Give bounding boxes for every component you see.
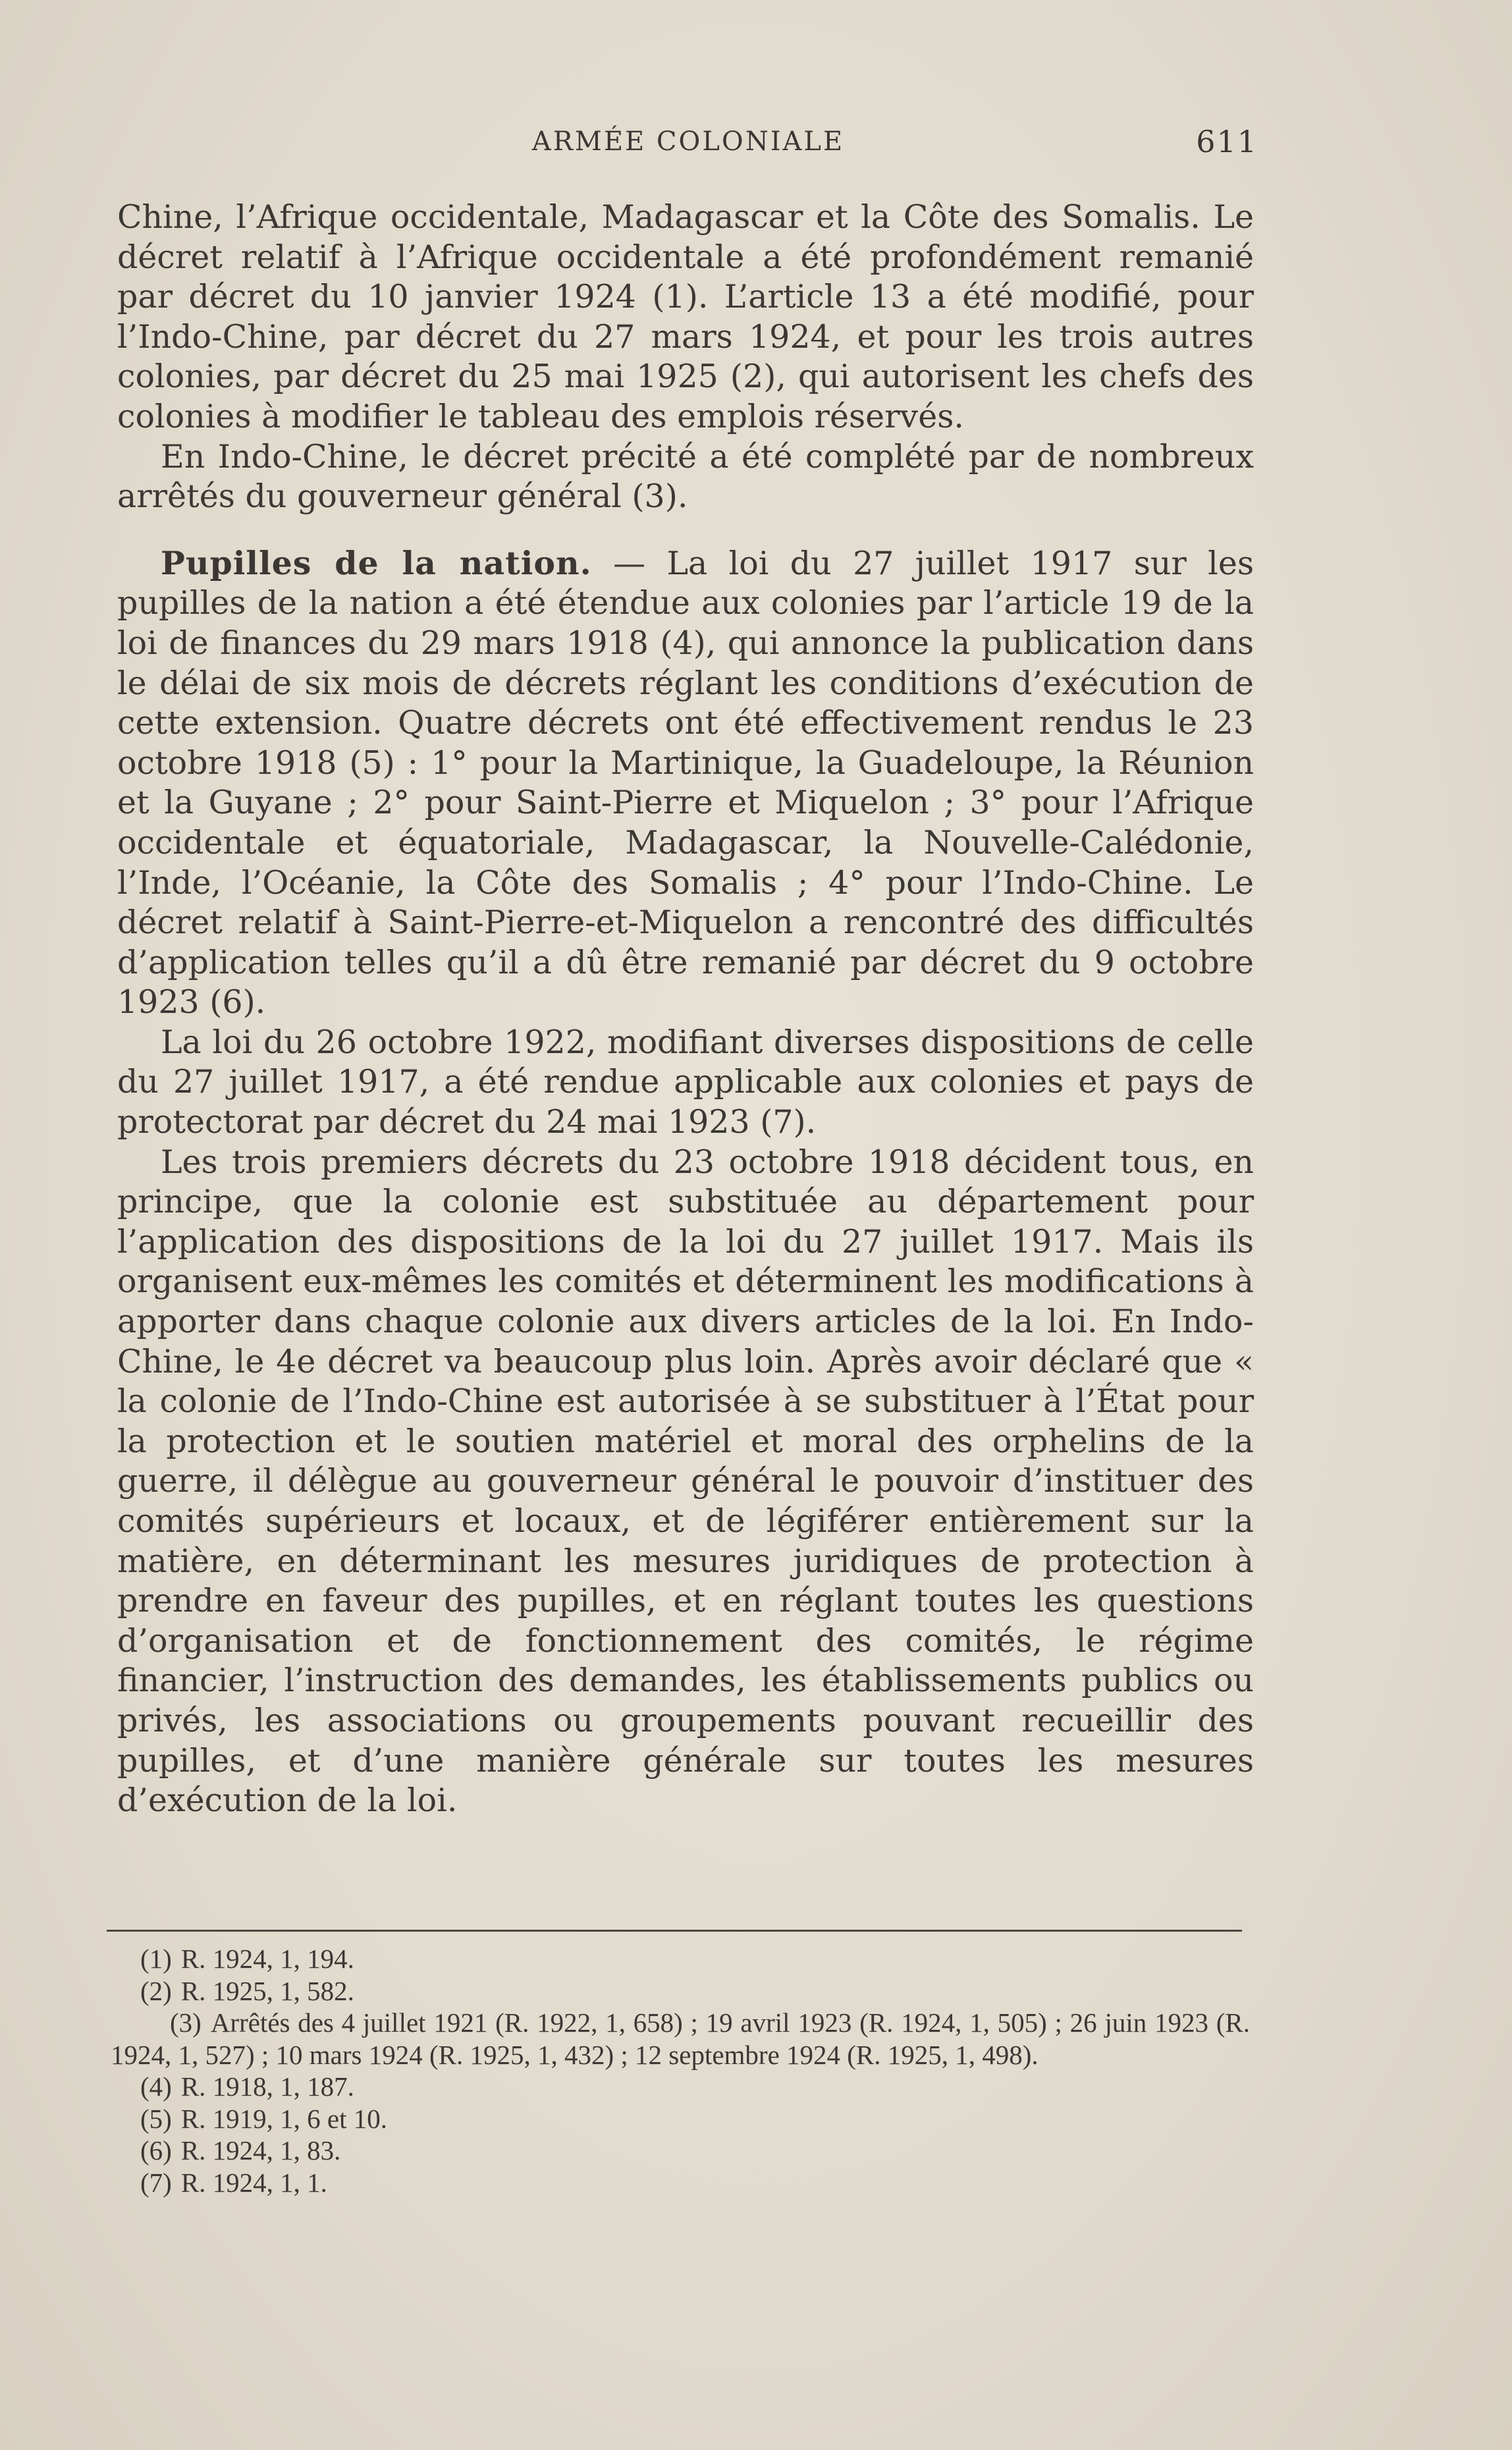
footnote-number: (5)	[140, 2103, 172, 2134]
footnote	[111, 2007, 1250, 2071]
footnote-number: (1)	[140, 1944, 172, 1974]
footnote	[111, 1975, 1250, 2007]
footnote	[111, 2167, 1250, 2199]
footnote	[111, 1943, 1250, 1975]
section-paragraph	[117, 543, 1254, 1023]
page-header	[119, 120, 1258, 159]
footnote	[111, 2135, 1250, 2167]
main-text	[117, 198, 1254, 1821]
footnote-number: (3)	[170, 2007, 202, 2038]
footnote-number: (7)	[140, 2167, 172, 2198]
footnote-text: Arrêtés des 4 juillet 1921 (R. 1922, 1, 658) ; 19 avril 1923 (R. 1924, 1, 505) ; 26 juin 1923 (R. 1924, 1, 527) ; 10 mars 1924 (R. 1925, 1, 432) ; 12 septembre 1924 (R. 1925, 1, 498).	[111, 2007, 1250, 2070]
footnote-text: R. 1919, 1, 6 et 10.	[180, 2103, 387, 2134]
footnote-number: (2)	[140, 1975, 172, 2006]
footnote	[111, 2103, 1250, 2135]
footnote-number: (4)	[140, 2071, 172, 2102]
footnote-number: (6)	[140, 2135, 172, 2165]
section-gap	[117, 517, 1254, 543]
footnote-text: R. 1924, 1, 83.	[180, 2135, 341, 2165]
footnote-text: R. 1924, 1, 194.	[180, 1944, 354, 1974]
page-number: 611	[1196, 124, 1258, 159]
paragraph: Les trois premiers décrets du 23 octobre 1918 décident tous, en principe, que la colonie est substituée au département pour l’application des dispositions de la loi du 27 juillet 1917. Mais ils organisent eux-mêmes les comités et déterminent les modifications à apporter dans chaque colonie aux divers articles de la loi. En Indo-Chine, le 4e décret va beaucoup plus loin. Après avoir déclaré que « la colonie de l’Indo-Chine est autorisée à se substituer à l’État pour la protection et le soutien matériel et moral des orphelins de la guerre, il délègue au gouverneur général le pouvoir d’instituer des comités supérieurs et locaux, et de légiférer entièrement sur la matière, en déterminant les mesures juridiques de protection à prendre en faveur des pupilles, et en réglant toutes les questions d’organisation et de fonctionnement des comités, le régime financier, l’instruction des demandes, les établissements publics ou privés, les associations ou groupements pouvant recueillir des pupilles, et d’une manière générale sur toutes les mesures d’exécution de la loi.	[117, 1143, 1254, 1820]
footnote	[111, 2071, 1250, 2103]
section-paragraph-text: — La loi du 27 juillet 1917 sur les pupilles de la nation a été étendue aux colonies par l’article 19 de la loi de finances du 29 mars 1918 (4), qui annonce la publication dans le délai de six mois de décrets réglant les conditions d’exécution de cette extension. Quatre décrets ont été effectivement rendus le 23 octobre 1918 (5) : 1° pour la Martinique, la Guadeloupe, la Réunion et la Guyane ; 2° pour Saint-Pierre et Miquelon ; 3° pour l’Afrique occidentale et équatoriale, Madagascar, la Nouvelle-Calédonie, l’Inde, l’Océanie, la Côte des Somalis ; 4° pour l’Indo-Chine. Le décret relatif à Saint-Pierre-et-Miquelon a rencontré des difficultés d’application telles qu’il a dû être remanié par décret du 9 octobre 1923 (6).	[117, 544, 1255, 1021]
footnote-text: R. 1918, 1, 187.	[180, 2071, 354, 2102]
paragraph: En Indo-Chine, le décret précité a été complété par de nombreux arrêtés du gouverneur général (3).	[117, 437, 1254, 516]
footnote-text: R. 1924, 1, 1.	[180, 2167, 327, 2198]
footnotes	[111, 1943, 1250, 2198]
footnote-rule	[107, 1930, 1242, 1932]
footnote-text: R. 1925, 1, 582.	[180, 1975, 354, 2006]
paragraph-continued: Chine, l’Afrique occidentale, Madagascar et la Côte des Somalis. Le décret relatif à l’Afrique occidentale a été profondément remanié par décret du 10 janvier 1924 (1). L’article 13 a été modifié, pour l’Indo-Chine, par décret du 27 mars 1924, et pour les trois autres colonies, par décret du 25 mai 1925 (2), qui autorisent les chefs des colonies à modifier le tableau des emplois réservés.	[117, 198, 1254, 435]
paragraph: La loi du 26 octobre 1922, modifiant diverses dispositions de celle du 27 juillet 1917, a été rendue applicable aux colonies et pays de protectorat par décret du 24 mai 1923 (7).	[117, 1023, 1254, 1141]
section-title: Pupilles de la nation.	[161, 543, 592, 582]
running-title: ARMÉE COLONIALE	[531, 126, 845, 157]
